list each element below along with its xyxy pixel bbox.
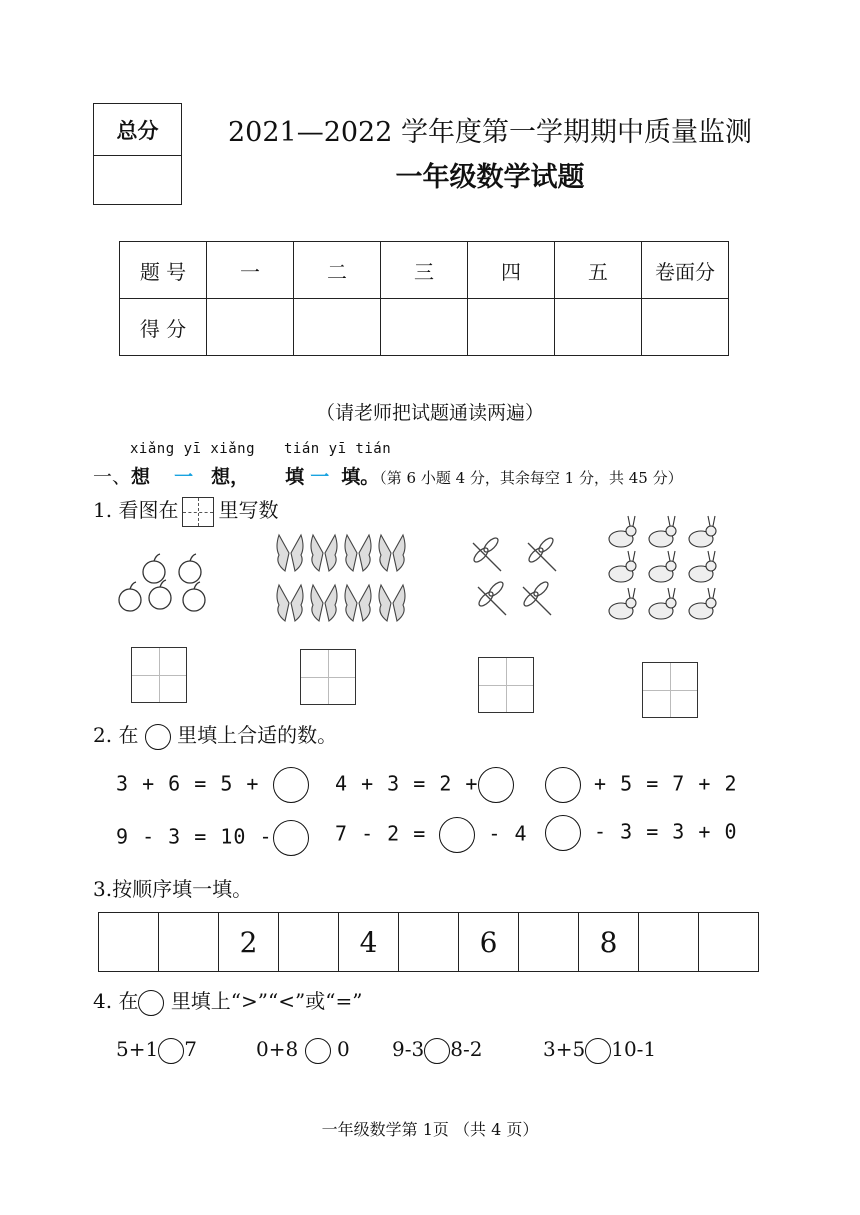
- equation: [116, 767, 309, 803]
- sequence-table: [98, 912, 759, 972]
- pinyin-tian-yi-tian: tián yī tián: [284, 441, 392, 457]
- heading-word: 想，: [211, 466, 250, 488]
- equation-right: - 3 = 3 + 0: [594, 819, 738, 844]
- total-score-box: [93, 103, 182, 205]
- sequence-cell[interactable]: [639, 913, 699, 972]
- question-1-suffix: 里写数: [218, 498, 279, 522]
- sequence-cell[interactable]: [699, 913, 759, 972]
- score-cell[interactable]: [555, 299, 642, 356]
- sequence-cell[interactable]: [279, 913, 339, 972]
- dashed-box-icon: [182, 497, 214, 527]
- dragonfly-icon: [527, 536, 556, 571]
- comparison: [543, 1037, 656, 1064]
- equation-left: 4 + 3 = 2 +: [335, 771, 479, 796]
- answer-circle[interactable]: [478, 767, 514, 803]
- rabbit-icon: [609, 516, 636, 547]
- sequence-cell[interactable]: [519, 913, 579, 972]
- sequence-cell: 6: [459, 913, 519, 972]
- rabbit-icon: [609, 551, 636, 582]
- dragonfly-icon: [522, 580, 551, 615]
- equation: [335, 767, 514, 803]
- butterflies-picture: [275, 528, 410, 628]
- apple-icon: [119, 582, 141, 611]
- score-table-score-row: [120, 299, 729, 356]
- butterfly-icon: [379, 535, 405, 571]
- comparison-left: 9-3: [392, 1037, 425, 1061]
- comparison-right: 0: [336, 1037, 350, 1061]
- butterfly-icon: [277, 585, 303, 621]
- sequence-cell[interactable]: [159, 913, 219, 972]
- heading-word: 想: [131, 466, 151, 488]
- comparison-left: 0+8: [256, 1037, 299, 1061]
- dragonfly-icon: [472, 536, 501, 571]
- sequence-cell: 2: [219, 913, 279, 972]
- comparison-circle[interactable]: [305, 1038, 331, 1064]
- score-cell[interactable]: [294, 299, 381, 356]
- equation-left: 7 - 2 =: [335, 821, 427, 846]
- comparison: [116, 1037, 197, 1064]
- total-score-label: 总分: [94, 104, 181, 156]
- sequence-cell: 8: [579, 913, 639, 972]
- score-cell[interactable]: [381, 299, 468, 356]
- score-table-header-cell: 一: [207, 242, 294, 299]
- equation-right: - 4: [488, 821, 528, 846]
- butterfly-icon: [345, 585, 371, 621]
- score-cell[interactable]: [642, 299, 729, 356]
- exam-title: 2021—2022 学年度第一学期期中质量监测: [227, 117, 752, 148]
- question-4-prefix: 4. 在: [93, 989, 139, 1013]
- equation: [545, 815, 738, 851]
- pinyin-xiang-yi-xiang: xiǎng yī xiǎng: [130, 441, 256, 457]
- rabbit-icon: [689, 516, 716, 547]
- question-2: [93, 719, 337, 750]
- rabbit-icon: [689, 551, 716, 582]
- heading-word: 填。: [341, 466, 380, 488]
- comparison-circle[interactable]: [585, 1038, 611, 1064]
- page-footer: 一年级数学第 1页 （共 4 页）: [321, 1120, 539, 1139]
- equation-left: 9 - 3 = 10 -: [116, 824, 273, 849]
- answer-circle[interactable]: [273, 820, 309, 856]
- equation: [545, 767, 738, 803]
- rabbit-icon: [649, 551, 676, 582]
- question-4-suffix: 里填上“>”“<”或“=”: [170, 989, 363, 1013]
- apple-icon: [143, 554, 165, 583]
- rabbit-icon: [689, 588, 716, 619]
- dragonfly-icon: [477, 580, 506, 615]
- comparison-left: 3+5: [543, 1037, 586, 1061]
- answer-circle[interactable]: [273, 767, 309, 803]
- rabbit-icon: [649, 588, 676, 619]
- answer-grid-box[interactable]: [131, 647, 187, 703]
- sequence-cell: 4: [339, 913, 399, 972]
- comparison-left: 5+1: [116, 1037, 159, 1061]
- question-3-title: 3.按顺序填一填。: [93, 877, 253, 901]
- section-points: （第 6 小题 4 分，其余每空 1 分，共 45 分）: [379, 469, 683, 487]
- score-row-label: 得 分: [120, 299, 207, 356]
- comparison: [256, 1037, 350, 1064]
- sequence-cell[interactable]: [99, 913, 159, 972]
- comparison-right: 10-1: [611, 1037, 657, 1061]
- apple-icon: [183, 582, 205, 611]
- answer-grid-box[interactable]: [300, 649, 356, 705]
- score-table-header-cell: 三: [381, 242, 468, 299]
- score-table: [119, 241, 729, 356]
- question-1-prefix: 1. 看图在: [93, 498, 179, 522]
- equation-left: 3 + 6 = 5 +: [116, 771, 260, 796]
- circle-icon: [145, 724, 171, 750]
- score-cell[interactable]: [207, 299, 294, 356]
- apple-icon: [179, 554, 201, 583]
- answer-circle[interactable]: [439, 817, 475, 853]
- answer-grid-box[interactable]: [642, 662, 698, 718]
- answer-circle[interactable]: [545, 767, 581, 803]
- rabbit-icon: [649, 516, 676, 547]
- answer-circle[interactable]: [545, 815, 581, 851]
- score-table-header-row: [120, 242, 729, 299]
- question-2-suffix: 里填上合适的数。: [177, 723, 338, 747]
- comparison-right: 8-2: [450, 1037, 483, 1061]
- dragonflies-picture: [465, 535, 565, 620]
- butterfly-icon: [379, 585, 405, 621]
- equation: [116, 820, 309, 856]
- comparison-circle[interactable]: [158, 1038, 184, 1064]
- score-table-header-cell: 二: [294, 242, 381, 299]
- butterfly-icon: [311, 535, 337, 571]
- score-table-header-cell: 五: [555, 242, 642, 299]
- circle-icon: [138, 990, 164, 1016]
- section-number: 一、: [93, 466, 132, 488]
- apple-icon: [149, 580, 171, 609]
- score-table-header-cell: 卷面分: [642, 242, 729, 299]
- question-4: [93, 985, 362, 1016]
- butterfly-icon: [277, 535, 303, 571]
- question-2-prefix: 2. 在: [93, 723, 139, 747]
- heading-dash: 一: [174, 466, 194, 488]
- rabbits-picture: [605, 515, 725, 625]
- score-table-header-cell: 四: [468, 242, 555, 299]
- heading-word: 填: [285, 466, 305, 488]
- equation-right: + 5 = 7 + 2: [594, 771, 738, 796]
- teacher-note: （请老师把试题通读两遍）: [315, 402, 544, 424]
- comparison: [392, 1037, 482, 1064]
- answer-grid-box[interactable]: [478, 657, 534, 713]
- score-cell[interactable]: [468, 299, 555, 356]
- comparison-circle[interactable]: [424, 1038, 450, 1064]
- comparison-right: 7: [184, 1037, 197, 1061]
- rabbit-icon: [609, 588, 636, 619]
- sequence-cell[interactable]: [399, 913, 459, 972]
- score-table-header-cell: 题 号: [120, 242, 207, 299]
- butterfly-icon: [345, 535, 371, 571]
- butterfly-icon: [311, 585, 337, 621]
- apples-picture: [112, 550, 212, 620]
- section-1-heading: [93, 462, 683, 489]
- question-1: [93, 494, 278, 527]
- heading-dash: 一: [310, 466, 330, 488]
- exam-subtitle: 一年级数学试题: [395, 162, 585, 193]
- equation: [335, 817, 528, 853]
